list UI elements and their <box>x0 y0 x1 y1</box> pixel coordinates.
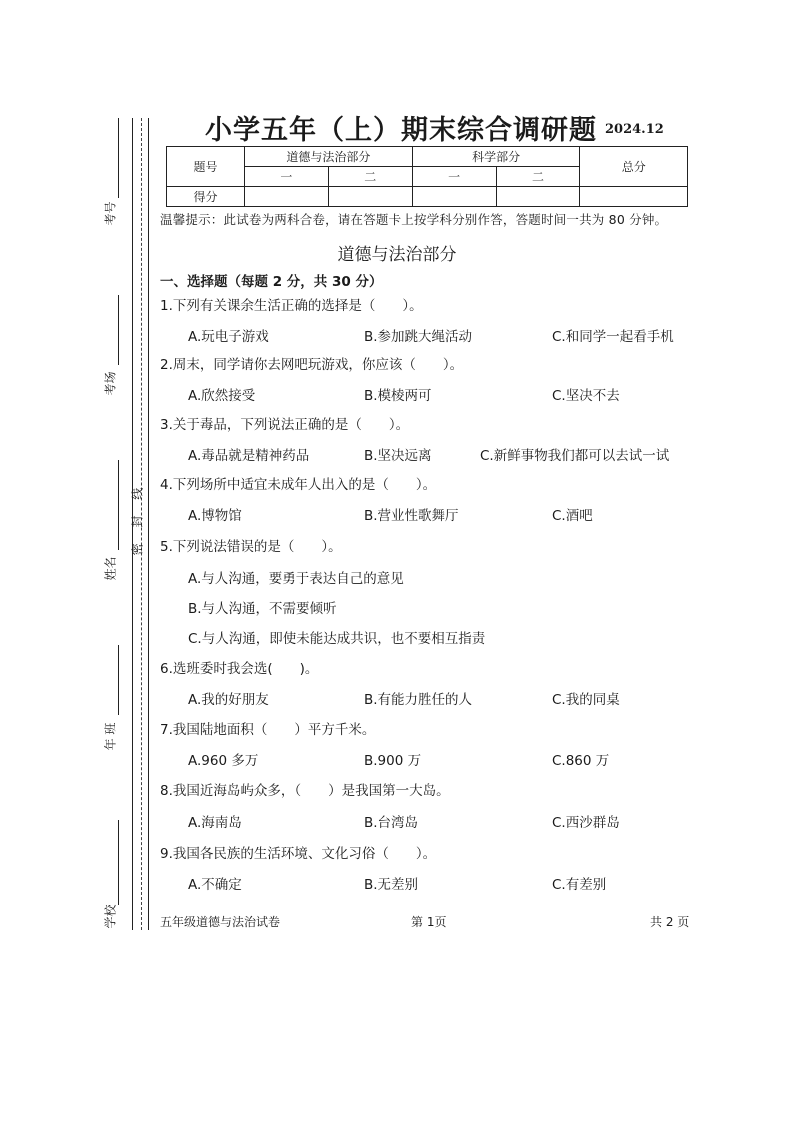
question-option: B.有能力胜任的人 <box>364 692 473 708</box>
question-option: C.与人沟通，即使未能达成共识，也不要相互指责 <box>188 631 486 647</box>
question-option: A.与人沟通，要勇于表达自己的意见 <box>188 571 404 587</box>
question-option: B.坚决远离 <box>364 448 432 464</box>
score-table-part1-q1: 一 <box>244 167 328 187</box>
question-option: C.我的同桌 <box>552 692 620 708</box>
question-option: B.无差别 <box>364 877 419 893</box>
exam-no-underline <box>118 118 119 198</box>
question-option: C.有差别 <box>552 877 607 893</box>
side-label-exam-no: 考号 <box>103 201 118 226</box>
question-option: B.与人沟通，不需要倾听 <box>188 601 337 617</box>
score-table-part1-q2: 二 <box>328 167 412 187</box>
question-option: C.和同学一起看手机 <box>552 329 674 345</box>
score-table-score-label: 得分 <box>167 187 245 207</box>
question-stem: 8.我国近海岛屿众多，（ ）是我国第一大岛。 <box>160 783 450 799</box>
score-table-total-header: 总分 <box>580 147 688 187</box>
footer-left: 五年级道德与法治试卷 <box>160 915 281 929</box>
question-stem: 7.我国陆地面积（ ）平方千米。 <box>160 722 376 738</box>
question-option: C.860 万 <box>552 753 610 769</box>
question-stem: 3.关于毒品，下列说法正确的是（ ）。 <box>160 417 410 433</box>
side-label-class: 年 班 <box>103 722 118 751</box>
question-option: C.酒吧 <box>552 508 593 524</box>
exam-date: 2024.12 <box>605 122 664 137</box>
question-stem: 9.我国各民族的生活环境、文化习俗（ ）。 <box>160 846 437 862</box>
score-cell-total[interactable] <box>580 187 688 207</box>
score-table-part2-header: 科学部分 <box>412 147 580 167</box>
question-option: A.我的好朋友 <box>188 692 269 708</box>
seal-line-label: 密 封 线 <box>130 481 145 556</box>
school-underline <box>118 820 119 905</box>
name-underline <box>118 460 119 550</box>
question-stem: 2.周末，同学请你去网吧玩游戏，你应该（ ）。 <box>160 357 464 373</box>
question-option: B.900 万 <box>364 753 422 769</box>
exam-notice: 温馨提示：此试卷为两科合卷，请在答题卡上按学科分别作答，答题时间一共为 80 分钟。 <box>160 212 668 227</box>
score-cell[interactable] <box>328 187 412 207</box>
question-option: A.毒品就是精神药品 <box>188 448 310 464</box>
question-option: C.新鲜事物我们都可以去试一试 <box>480 448 670 464</box>
score-table-part2-q1: 一 <box>412 167 496 187</box>
score-cell[interactable] <box>244 187 328 207</box>
class-underline <box>118 645 119 715</box>
score-table-part2-q2: 二 <box>496 167 580 187</box>
question-option: A.玩电子游戏 <box>188 329 269 345</box>
question-option: B.台湾岛 <box>364 815 419 831</box>
side-label-school: 学校 <box>103 904 118 929</box>
question-option: A.960 多万 <box>188 753 259 769</box>
part-heading: 一、选择题（每题 2 分，共 30 分） <box>160 274 383 290</box>
question-stem: 1.下列有关课余生活正确的选择是（ ）。 <box>160 298 423 314</box>
question-option: A.海南岛 <box>188 815 242 831</box>
footer-page-number: 第 1页 <box>411 915 447 929</box>
room-underline <box>118 295 119 365</box>
question-stem: 5.下列说法错误的是（ ）。 <box>160 539 342 555</box>
side-label-room: 考场 <box>103 371 118 396</box>
score-cell[interactable] <box>496 187 580 207</box>
question-option: A.不确定 <box>188 877 242 893</box>
score-table-part1-header: 道德与法治部分 <box>244 147 412 167</box>
question-stem: 4.下列场所中适宜未成年人出入的是（ ）。 <box>160 477 437 493</box>
side-label-name: 姓名 <box>103 556 118 581</box>
question-option: C.西沙群岛 <box>552 815 620 831</box>
question-option: A.欣然接受 <box>188 388 256 404</box>
score-table <box>166 146 688 207</box>
section-title: 道德与法治部分 <box>337 245 457 265</box>
footer-total-pages: 共 2 页 <box>650 915 690 929</box>
question-option: B.模棱两可 <box>364 388 432 404</box>
question-option: C.坚决不去 <box>552 388 620 404</box>
exam-title: 小学五年（上）期末综合调研题 <box>205 115 597 146</box>
score-cell[interactable] <box>412 187 496 207</box>
question-stem: 6.选班委时我会选( )。 <box>160 661 319 677</box>
question-option: B.营业性歌舞厅 <box>364 508 459 524</box>
question-option: B.参加跳大绳活动 <box>364 329 473 345</box>
question-option: A.博物馆 <box>188 508 242 524</box>
score-table-question-header: 题号 <box>167 147 245 187</box>
